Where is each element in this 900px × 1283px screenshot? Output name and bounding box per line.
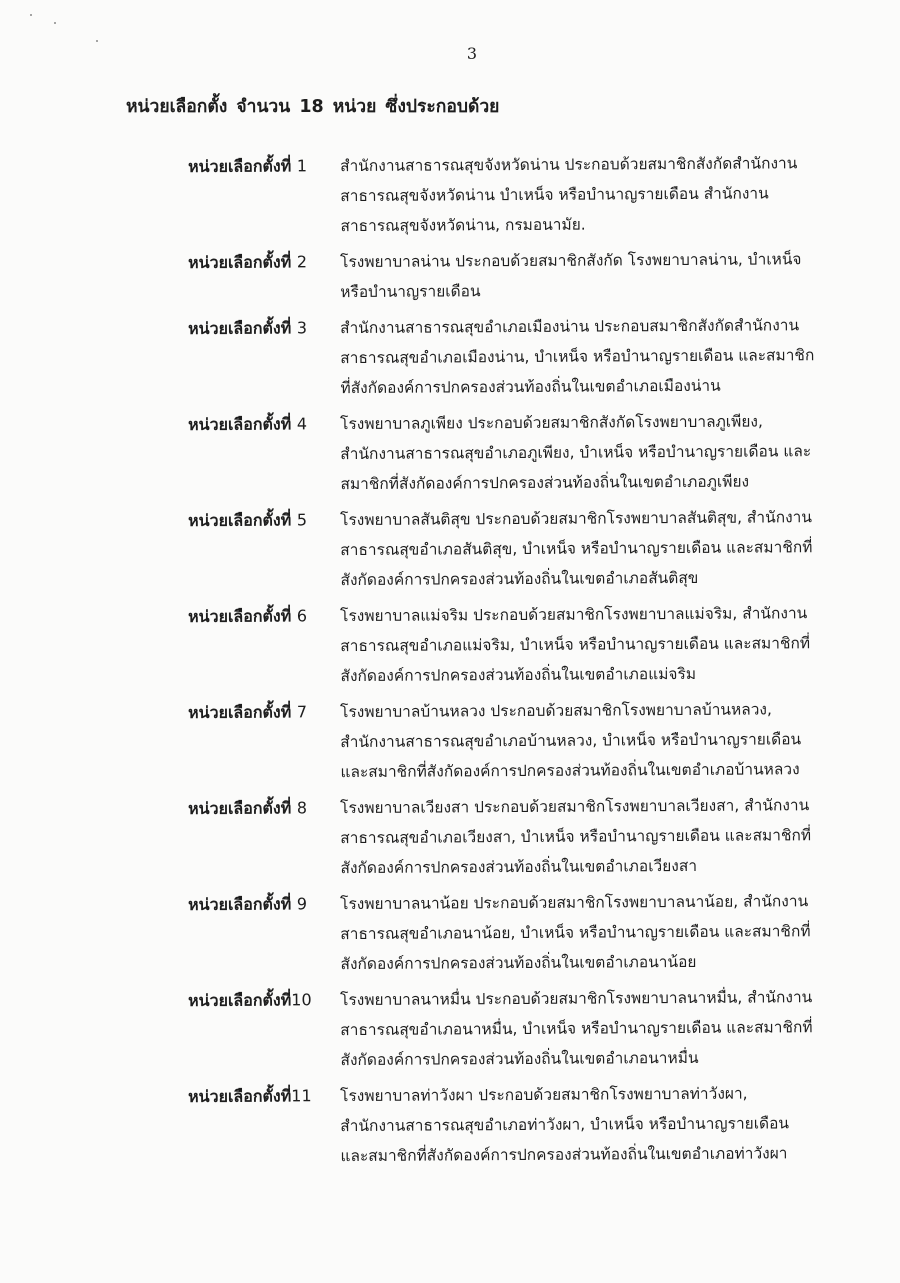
election-unit-description bbox=[340, 790, 829, 883]
election-unit-description bbox=[340, 310, 829, 403]
election-unit-number: 3 bbox=[296, 318, 308, 338]
election-unit-description-line: สาธารณสุขอำเภอสันติสุข, บำเหน็จ หรือบำนาญรายเดือน และสมาชิกที่ bbox=[340, 538, 813, 560]
election-unit-label bbox=[188, 313, 340, 344]
election-unit-label-text: หน่วยเลือกตั้งที่ bbox=[188, 414, 292, 434]
election-unit-label bbox=[188, 1081, 340, 1112]
election-unit-item bbox=[188, 694, 829, 788]
election-unit-description-line: สาธารณสุขจังหวัดน่าน บำเหน็จ หรือบำนาญรายเดือน สำนักงาน bbox=[340, 184, 769, 206]
election-unit-label bbox=[188, 601, 340, 632]
election-unit-item bbox=[188, 148, 829, 242]
election-unit-description-line: สาธารณสุขอำเภอนาหมื่น, บำเหน็จ หรือบำนาญรายเดือน และสมาชิกที่ bbox=[340, 1018, 813, 1040]
election-unit-description-line: ที่สังกัดองค์การปกครองส่วนท้องถิ่นในเขตอำเภอเมืองน่าน bbox=[340, 376, 721, 398]
election-unit-description-line: สำนักงานสาธารณสุขอำเภอภูเพียง, บำเหน็จ หรือบำนาญรายเดือน และ bbox=[340, 442, 812, 464]
scan-speck bbox=[96, 40, 98, 42]
election-unit-description bbox=[340, 406, 829, 499]
election-unit-description-line: โรงพยาบาลสันติสุข ประกอบด้วยสมาชิกโรงพยาบาลสันติสุข, สำนักงาน bbox=[340, 508, 812, 530]
election-unit-description bbox=[340, 598, 829, 691]
election-unit-label bbox=[188, 505, 340, 536]
election-unit-description-line: สังกัดองค์การปกครองส่วนท้องถิ่นในเขตอำเภอสันติสุข bbox=[340, 568, 699, 590]
election-unit-description-line: สาธารณสุขจังหวัดน่าน, กรมอนามัย. bbox=[340, 215, 586, 236]
election-unit-label bbox=[188, 151, 340, 182]
election-unit-description-line: โรงพยาบาลเวียงสา ประกอบด้วยสมาชิกโรงพยาบาลเวียงสา, สำนักงาน bbox=[340, 796, 810, 818]
election-unit-item bbox=[188, 982, 829, 1076]
scan-speck bbox=[54, 22, 56, 24]
election-unit-description-line: โรงพยาบาลนาน้อย ประกอบด้วยสมาชิกโรงพยาบาลนาน้อย, สำนักงาน bbox=[340, 892, 809, 914]
election-unit-description-line: โรงพยาบาลแม่จริม ประกอบด้วยสมาชิกโรงพยาบาลแม่จริม, สำนักงาน bbox=[340, 604, 808, 626]
election-unit-item bbox=[188, 406, 829, 500]
election-unit-description-line: โรงพยาบาลท่าวังผา ประกอบด้วยสมาชิกโรงพยาบาลท่าวังผา, bbox=[340, 1084, 748, 1106]
election-unit-label-text: หน่วยเลือกตั้งที่ bbox=[188, 606, 292, 626]
election-unit-number: 9 bbox=[296, 894, 308, 914]
election-unit-number: 6 bbox=[296, 606, 308, 626]
election-unit-description-line: โรงพยาบาลบ้านหลวง ประกอบด้วยสมาชิกโรงพยาบาลบ้านหลวง, bbox=[340, 700, 772, 722]
election-unit-description-line: สำนักงานสาธารณสุขอำเภอเมืองน่าน ประกอบสมาชิกสังกัดสำนักงาน bbox=[340, 316, 800, 338]
election-unit-description bbox=[340, 982, 829, 1075]
election-unit-description-line: และสมาชิกที่สังกัดองค์การปกครองส่วนท้องถิ่นในเขตอำเภอท่าวังผา bbox=[340, 1144, 788, 1166]
election-unit-label bbox=[188, 409, 340, 440]
election-unit-label-text: หน่วยเลือกตั้งที่ bbox=[188, 702, 292, 722]
election-unit-description-line: สังกัดองค์การปกครองส่วนท้องถิ่นในเขตอำเภอแม่จริม bbox=[340, 664, 697, 686]
election-unit-label-text: หน่วยเลือกตั้งที่ bbox=[188, 252, 292, 272]
election-unit-description-line: สังกัดองค์การปกครองส่วนท้องถิ่นในเขตอำเภอนาหมื่น bbox=[340, 1048, 699, 1070]
election-unit-item bbox=[188, 244, 828, 308]
election-unit-item bbox=[188, 502, 829, 596]
election-unit-number: 5 bbox=[296, 510, 308, 530]
election-unit-number: 11 bbox=[291, 1086, 312, 1106]
document-heading: หน่วยเลือกตั้ง จำนวน 18 หน่วย ซึ่งประกอบด้วย bbox=[126, 97, 500, 117]
election-unit-description-line: สำนักงานสาธารณสุขจังหวัดน่าน ประกอบด้วยสมาชิกสังกัดสำนักงาน bbox=[340, 154, 798, 176]
election-unit-description bbox=[340, 244, 828, 307]
election-unit-description-line: หรือบำนาญรายเดือน bbox=[340, 282, 481, 302]
election-unit-description-line: สมาชิกที่สังกัดองค์การปกครองส่วนท้องถิ่นในเขตอำเภอภูเพียง bbox=[340, 472, 750, 494]
election-unit-number: 8 bbox=[296, 798, 308, 818]
election-unit-description-line: โรงพยาบาลภูเพียง ประกอบด้วยสมาชิกสังกัดโรงพยาบาลภูเพียง, bbox=[340, 412, 763, 434]
election-unit-description-line: สาธารณสุขอำเภอเมืองน่าน, บำเหน็จ หรือบำนาญรายเดือน และสมาชิก bbox=[340, 346, 815, 368]
election-unit-description-line: สาธารณสุขอำเภอแม่จริม, บำเหน็จ หรือบำนาญรายเดือน และสมาชิกที่ bbox=[340, 634, 811, 656]
election-unit-description-line: สำนักงานสาธารณสุขอำเภอท่าวังผา, บำเหน็จ หรือบำนาญรายเดือน bbox=[340, 1114, 790, 1136]
election-unit-item bbox=[188, 790, 829, 884]
page-number: 3 bbox=[466, 44, 478, 63]
election-unit-label-text: หน่วยเลือกตั้งที่ bbox=[188, 510, 292, 530]
election-unit-label bbox=[188, 697, 340, 728]
election-unit-label bbox=[188, 247, 340, 278]
election-unit-description-line: สังกัดองค์การปกครองส่วนท้องถิ่นในเขตอำเภอเวียงสา bbox=[340, 856, 698, 878]
election-unit-item bbox=[188, 310, 829, 404]
election-unit-description bbox=[340, 886, 829, 979]
election-unit-description bbox=[340, 1078, 829, 1171]
election-unit-label bbox=[188, 889, 340, 920]
election-unit-label bbox=[188, 985, 340, 1016]
election-unit-label-text: หน่วยเลือกตั้งที่ bbox=[188, 156, 292, 176]
election-unit-description bbox=[340, 694, 829, 787]
election-unit-number: 10 bbox=[291, 990, 312, 1010]
election-unit-description-line: สาธารณสุขอำเภอเวียงสา, บำเหน็จ หรือบำนาญรายเดือน และสมาชิกที่ bbox=[340, 826, 812, 848]
election-unit-number: 7 bbox=[296, 702, 308, 722]
election-unit-description-line: โรงพยาบาลนาหมื่น ประกอบด้วยสมาชิกโรงพยาบาลนาหมื่น, สำนักงาน bbox=[340, 988, 813, 1010]
election-unit-label-text: หน่วยเลือกตั้งที่ bbox=[188, 1086, 292, 1106]
election-unit-description-line: สังกัดองค์การปกครองส่วนท้องถิ่นในเขตอำเภอนาน้อย bbox=[340, 952, 697, 974]
scan-speck bbox=[30, 14, 32, 16]
election-unit-description-line: โรงพยาบาลน่าน ประกอบด้วยสมาชิกสังกัด โรงพยาบาลน่าน, บำเหน็จ bbox=[340, 250, 802, 272]
election-unit-description bbox=[340, 502, 829, 595]
election-unit-item bbox=[188, 598, 829, 692]
election-unit-label-text: หน่วยเลือกตั้งที่ bbox=[188, 798, 292, 818]
election-unit-item bbox=[188, 1078, 829, 1172]
election-unit-list bbox=[188, 152, 828, 1178]
election-unit-description-line: สาธารณสุขอำเภอนาน้อย, บำเหน็จ หรือบำนาญรายเดือน และสมาชิกที่ bbox=[340, 922, 811, 944]
election-unit-label-text: หน่วยเลือกตั้งที่ bbox=[188, 318, 292, 338]
election-unit-number: 4 bbox=[296, 414, 308, 434]
election-unit-number: 2 bbox=[296, 252, 308, 272]
election-unit-description bbox=[340, 148, 829, 241]
election-unit-label-text: หน่วยเลือกตั้งที่ bbox=[188, 990, 292, 1010]
election-unit-description-line: สำนักงานสาธารณสุขอำเภอบ้านหลวง, บำเหน็จ หรือบำนาญรายเดือน bbox=[340, 730, 802, 752]
election-unit-label-text: หน่วยเลือกตั้งที่ bbox=[188, 894, 292, 914]
election-unit-item bbox=[188, 886, 829, 980]
election-unit-label bbox=[188, 793, 340, 824]
election-unit-number: 1 bbox=[296, 156, 308, 176]
election-unit-description-line: และสมาชิกที่สังกัดองค์การปกครองส่วนท้องถิ่นในเขตอำเภอบ้านหลวง bbox=[340, 760, 800, 782]
